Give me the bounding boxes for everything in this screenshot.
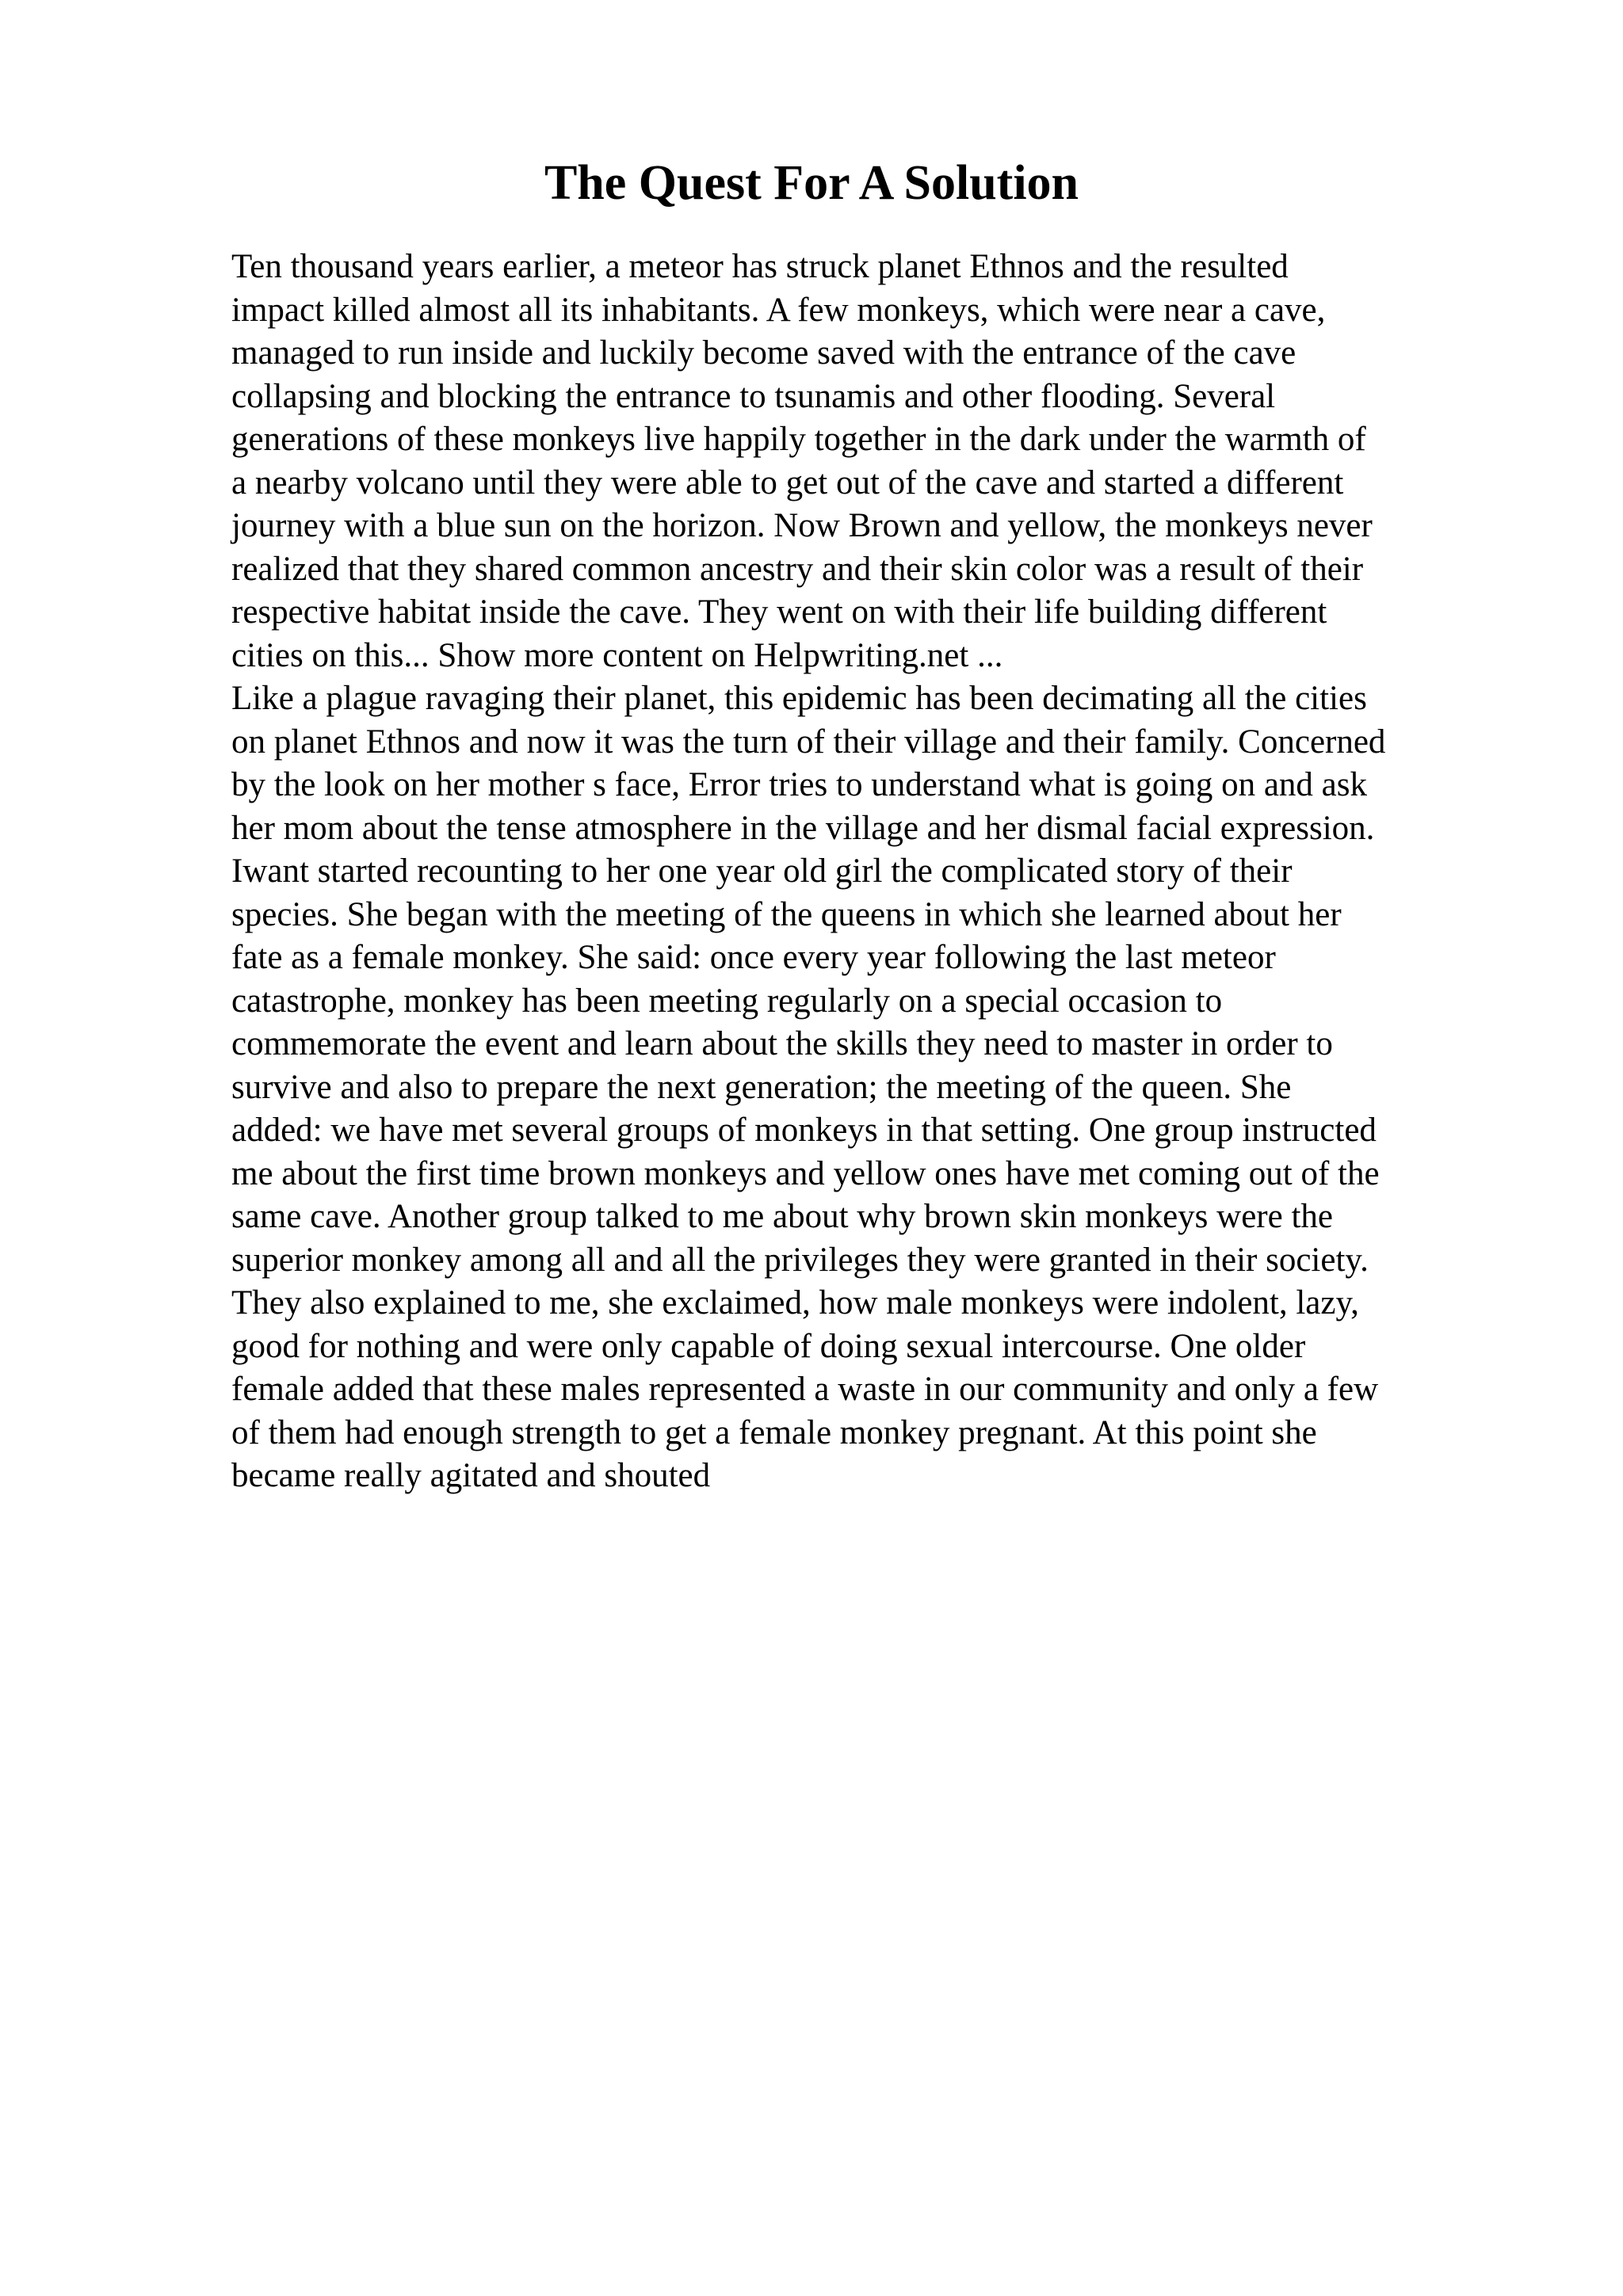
text-line: same cave. Another group talked to me about why brown skin monkeys were the: [231, 1198, 1333, 1235]
text-line: journey with a blue sun on the horizon. Now Brown and yellow, the monkeys never: [231, 507, 1373, 544]
text-line: by the look on her mother s face, Error tries to understand what is going on and ask: [231, 766, 1367, 803]
text-line: They also explained to me, she exclaimed, how male monkeys were indolent, lazy,: [231, 1284, 1359, 1322]
text-line: became really agitated and shouted: [231, 1457, 711, 1494]
text-line: me about the first time brown monkeys and yellow ones have met coming out of the: [231, 1154, 1380, 1192]
text-line: species. She began with the meeting of the queens in which she learned about her: [231, 895, 1342, 933]
text-line: fate as a female monkey. She said: once every year following the last meteor: [231, 939, 1276, 976]
text-line: managed to run inside and luckily become saved with the entrance of the cave: [231, 334, 1296, 372]
text-line: realized that they shared common ancestry and their skin color was a result of their: [231, 550, 1364, 588]
paragraph-1: [231, 246, 1499, 677]
text-line: a nearby volcano until they were able to get out of the cave and started a different: [231, 463, 1344, 502]
text-line: cities on this... Show more content on Helpwriting.net ...: [231, 636, 1003, 674]
document-body: [231, 246, 1499, 1498]
text-line: commemorate the event and learn about the skills they need to master in order to: [231, 1025, 1333, 1062]
text-line: on planet Ethnos and now it was the turn of their village and their family. Concerned: [231, 723, 1386, 761]
text-line: Like a plague ravaging their planet, this epidemic has been decimating all the cities: [231, 680, 1367, 717]
text-line: female added that these males represented a waste in our community and only a few: [231, 1371, 1379, 1408]
text-line: catastrophe, monkey has been meeting regularly on a special occasion to: [231, 982, 1223, 1020]
text-line: superior monkey among all and all the privileges they were granted in their society.: [231, 1241, 1369, 1279]
text-line: Ten thousand years earlier, a meteor has struck planet Ethnos and the resulted: [231, 248, 1289, 285]
text-line: Iwant started recounting to her one year old girl the complicated story of their: [231, 852, 1293, 890]
paragraph-2: [231, 677, 1499, 1498]
text-line: added: we have met several groups of monkeys in that setting. One group instructed: [231, 1112, 1377, 1149]
text-line: her mom about the tense atmosphere in the village and her dismal facial expression.: [231, 809, 1375, 847]
document-title: The Quest For A Solution: [544, 156, 1079, 210]
text-line: generations of these monkeys live happily together in the dark under the warmth of: [231, 421, 1366, 458]
text-line: impact killed almost all its inhabitants. A few monkeys, which were near a cave,: [231, 291, 1326, 329]
text-line: of them had enough strength to get a female monkey pregnant. At this point she: [231, 1413, 1317, 1451]
text-line: respective habitat inside the cave. They went on with their life building different: [231, 593, 1327, 631]
text-line: collapsing and blocking the entrance to tsunamis and other flooding. Several: [231, 377, 1276, 415]
text-line: good for nothing and were only capable of doing sexual intercourse. One older: [231, 1327, 1306, 1365]
text-line: survive and also to prepare the next generation; the meeting of the queen. She: [231, 1068, 1292, 1106]
